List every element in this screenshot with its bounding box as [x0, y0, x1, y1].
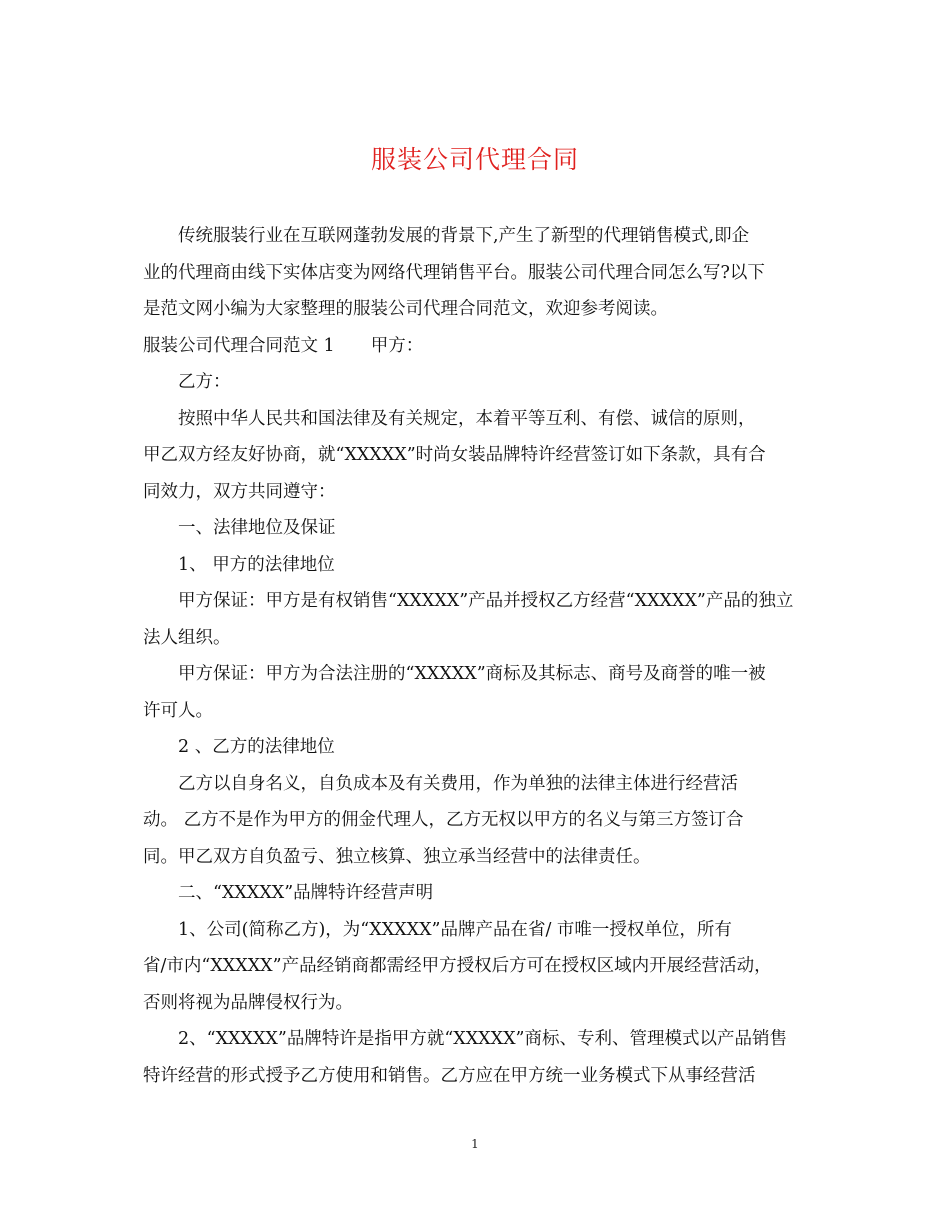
paragraph-line: 许可人。 [143, 700, 213, 721]
paragraph-line: 业的代理商由线下实体店变为网络代理销售平台。服装公司代理合同怎么写?以下 [143, 262, 765, 283]
paragraph-line: 甲方保证：甲方为合法注册的“XXXXX”商标及其标志、商号及商誉的唯一被 [178, 664, 766, 684]
paragraph-line: 特许经营的形式授予乙方使用和销售。乙方应在甲方统一业务模式下从事经营活 [143, 1065, 756, 1086]
paragraph-line: 1、公司(简称乙方)，为“XXXXX”品牌产品在省/ 市唯一授权单位，所有 [178, 919, 732, 940]
paragraph-line: 甲乙双方经友好协商，就“XXXXX”时尚女装品牌特许经营签订如下条款，具有合 [143, 445, 766, 465]
paragraph-line: 动。 乙方不是作为甲方的佣金代理人，乙方无权以甲方的名义与第三方签订合 [143, 810, 744, 830]
section-heading: 服装公司代理合同范文 1 [143, 335, 335, 356]
paragraph-line: 2、“XXXXX”品牌特许是指甲方就“XXXXX”商标、专利、管理模式以产品销售 [178, 1029, 788, 1049]
paragraph-line [143, 328, 813, 365]
paragraph-line: 甲方保证：甲方是有权销售“XXXXX”产品并授权乙方经营“XXXXX”产品的独立 [178, 591, 794, 611]
subsection-heading: 2 、乙方的法律地位 [178, 737, 335, 757]
paragraph-line: 传统服装行业在互联网蓬勃发展的背景下,产生了新型的代理销售模式,即企 [178, 226, 750, 246]
paragraph-line: 按照中华人民共和国法律及有关规定，本着平等互利、有偿、诚信的原则， [178, 408, 756, 429]
paragraph-line: 否则将视为品牌侵权行为。 [143, 992, 353, 1013]
section-heading: 一、法律地位及保证 [178, 518, 336, 538]
paragraph-line: 同效力，双方共同遵守： [143, 481, 336, 502]
paragraph-line: 法人组织。 [143, 627, 231, 648]
party-b-label: 乙方： [178, 372, 231, 392]
section-heading: 二、“XXXXX”品牌特许经营声明 [178, 883, 434, 903]
party-a-label: 甲方： [370, 335, 424, 356]
paragraph-line: 省/市内“XXXXX”产品经销商都需经甲方授权后方可在授权区域内开展经营活动， [143, 956, 772, 976]
document-body [143, 218, 813, 1094]
subsection-heading: 1、 甲方的法律地位 [178, 554, 335, 575]
page-number: 1 [471, 1137, 479, 1151]
document-title: 服装公司代理合同 [370, 145, 579, 174]
paragraph-line: 同。甲乙双方自负盈亏、独立核算、独立承当经营中的法律责任。 [143, 846, 651, 867]
paragraph-line: 乙方以自身名义，自负成本及有关费用，作为单独的法律主体进行经营活 [178, 773, 738, 794]
paragraph-line: 是范文网小编为大家整理的服装公司代理合同范文，欢迎参考阅读。 [143, 299, 668, 319]
